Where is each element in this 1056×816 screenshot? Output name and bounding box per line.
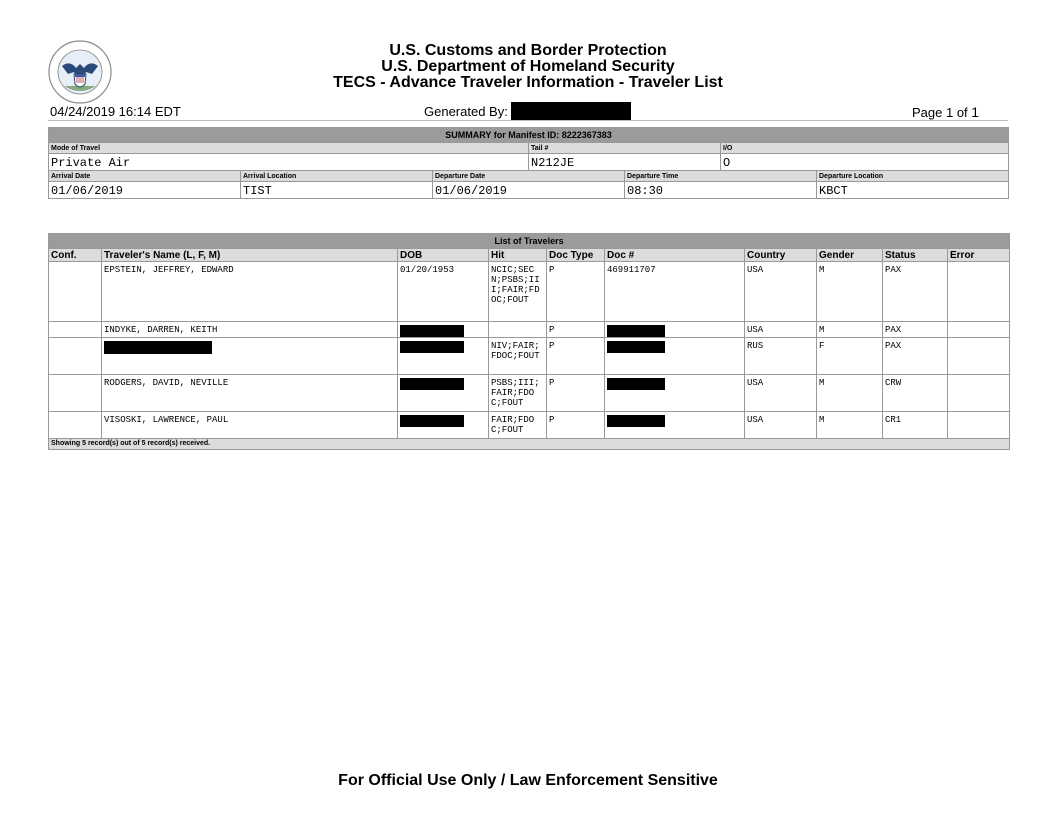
dob-cell: [398, 322, 489, 338]
redaction-block: [400, 341, 464, 353]
arrival-location-value: TIST: [241, 182, 433, 199]
records-count: Showing 5 record(s) out of 5 record(s) received.: [49, 439, 1010, 450]
country-cell: USA: [745, 375, 817, 412]
doc-type-cell: P: [547, 338, 605, 375]
departure-location-value: KBCT: [817, 182, 1009, 199]
col-header: Conf.: [49, 249, 102, 262]
hit-cell: NIV;FAIR;FDOC;FOUT: [489, 338, 547, 375]
doc-type-cell: P: [547, 375, 605, 412]
hit-cell: NCIC;SECN;PSBS;III;FAIR;FDOC;FOUT: [489, 262, 547, 322]
redaction-block: [607, 341, 665, 353]
divider: [48, 120, 1008, 121]
col-header: Gender: [817, 249, 883, 262]
hit-cell: PSBS;III;FAIR;FDOC;FOUT: [489, 375, 547, 412]
hit-cell: [489, 322, 547, 338]
dob-cell: [398, 412, 489, 439]
report-datetime: 04/24/2019 16:14 EDT: [50, 104, 181, 119]
name-cell: EPSTEIN, JEFFREY, EDWARD: [102, 262, 398, 322]
gender-cell: M: [817, 322, 883, 338]
redaction-block: [607, 325, 665, 337]
doc-type-cell: P: [547, 412, 605, 439]
departure-location-label: Departure Location: [817, 171, 1009, 182]
error-cell: [948, 338, 1010, 375]
redaction-block: [607, 378, 665, 390]
status-cell: PAX: [883, 262, 948, 322]
status-cell: PAX: [883, 322, 948, 338]
col-header: Status: [883, 249, 948, 262]
doc-number-cell: 469911707: [605, 262, 745, 322]
page-total: 1: [971, 104, 980, 120]
hit-cell: FAIR;FDOC;FOUT: [489, 412, 547, 439]
table-row: [49, 262, 1010, 322]
gender-cell: M: [817, 375, 883, 412]
departure-time-label: Departure Time: [625, 171, 817, 182]
arrival-date-value: 01/06/2019: [49, 182, 241, 199]
country-cell: USA: [745, 412, 817, 439]
classification-footer: For Official Use Only / Law Enforcement Sensitive: [338, 772, 718, 789]
generated-by-label: Generated By:: [424, 104, 508, 119]
table-row: [49, 338, 1010, 375]
country-cell: USA: [745, 262, 817, 322]
manifest-summary-table: [48, 127, 1009, 199]
redaction-block: [104, 341, 212, 354]
arrival-location-label: Arrival Location: [241, 171, 433, 182]
conf-cell: [49, 412, 102, 439]
col-header: Error: [948, 249, 1010, 262]
department-title: U.S. Department of Homeland Security: [381, 58, 675, 75]
agency-title: U.S. Customs and Border Protection: [389, 42, 667, 59]
doc-number-cell: [605, 375, 745, 412]
departure-date-label: Departure Date: [433, 171, 625, 182]
col-header: Hit: [489, 249, 547, 262]
summary-title: SUMMARY for Manifest ID: 8222367383: [49, 128, 1009, 143]
doc-number-cell: [605, 322, 745, 338]
conf-cell: [49, 375, 102, 412]
redaction-block: [607, 415, 665, 427]
page-number: [912, 104, 979, 120]
dob-cell: [398, 375, 489, 412]
name-cell: INDYKE, DARREN, KEITH: [102, 322, 398, 338]
col-header: Country: [745, 249, 817, 262]
doc-number-cell: [605, 412, 745, 439]
mode-value: Private Air: [49, 154, 529, 171]
travelers-table: [48, 233, 1010, 450]
table-row: [49, 412, 1010, 439]
col-header: Traveler's Name (L, F, M): [102, 249, 398, 262]
redaction-block: [400, 325, 464, 337]
status-cell: CR1: [883, 412, 948, 439]
generated-by: [424, 104, 631, 120]
status-cell: CRW: [883, 375, 948, 412]
error-cell: [948, 375, 1010, 412]
doc-number-cell: [605, 338, 745, 375]
dob-cell: 01/20/1953: [398, 262, 489, 322]
tail-value: N212JE: [529, 154, 721, 171]
doc-type-cell: P: [547, 262, 605, 322]
conf-cell: [49, 262, 102, 322]
redaction-block: [400, 415, 464, 427]
country-cell: USA: [745, 322, 817, 338]
col-header: Doc Type: [547, 249, 605, 262]
arrival-date-label: Arrival Date: [49, 171, 241, 182]
name-cell: RODGERS, DAVID, NEVILLE: [102, 375, 398, 412]
gender-cell: M: [817, 412, 883, 439]
redaction-block: [400, 378, 464, 390]
table-row: [49, 322, 1010, 338]
name-cell: [102, 338, 398, 375]
conf-cell: [49, 322, 102, 338]
mode-label: Mode of Travel: [49, 143, 529, 154]
io-label: I/O: [721, 143, 1009, 154]
col-header: DOB: [398, 249, 489, 262]
io-value: O: [721, 154, 1009, 171]
doc-type-cell: P: [547, 322, 605, 338]
redaction-block: [511, 102, 631, 120]
status-cell: PAX: [883, 338, 948, 375]
departure-date-value: 01/06/2019: [433, 182, 625, 199]
dob-cell: [398, 338, 489, 375]
name-cell: VISOSKI, LAWRENCE, PAUL: [102, 412, 398, 439]
error-cell: [948, 262, 1010, 322]
table-row: [49, 375, 1010, 412]
error-cell: [948, 412, 1010, 439]
travelers-title: List of Travelers: [49, 234, 1010, 249]
report-title: TECS - Advance Traveler Information - Traveler List: [333, 74, 723, 91]
conf-cell: [49, 338, 102, 375]
gender-cell: M: [817, 262, 883, 322]
col-header: Doc #: [605, 249, 745, 262]
tail-label: Tail #: [529, 143, 721, 154]
departure-time-value: 08:30: [625, 182, 817, 199]
page-label: Page 1 of: [912, 105, 968, 120]
error-cell: [948, 322, 1010, 338]
country-cell: RUS: [745, 338, 817, 375]
gender-cell: F: [817, 338, 883, 375]
